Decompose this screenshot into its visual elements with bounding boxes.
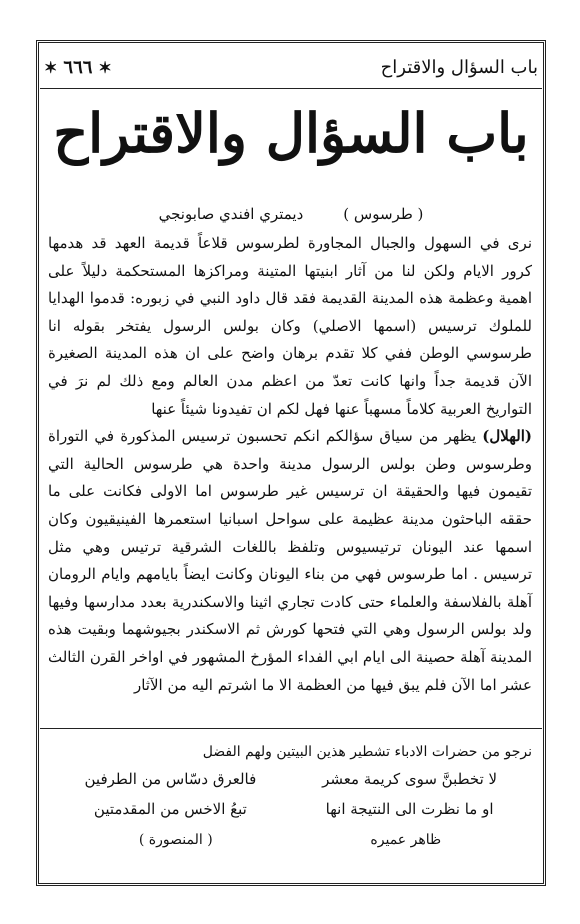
- answer-text: يظهر من سياق سؤالكم انكم تحسبون ترسيس المذكورة في التوراة وطرسوس وطن بولس الرسول مدينة واحدة هي طرسوس الحالية التي تقيمون فيها والحقيقة ان ترسيس غير طرسوس اما الاولى فكانت على ما حققه الباحثون مدينة عظيمة على سواحل اسبانيا استعمرها الفينيقيون وكان اسمها عند اليونان ترتيسيوس وتلفظ باللغات الشرقية ترتيس وهي مثل ترسيس . اما طرسوس فهي من بناء اليونان وكانت ايضاً بايامهم وايام الرومان آهلة بالفلاسفة والعلماء حتى كادت تجاري اثينا والاسكندرية بعدد مدارسها وفيها ولد بولس الرسول وهي التي فتحها كورش ثم الاسكندر بجيوشهما وبقيت هذه المدينة آهلة حصينة الى ايام ابي الفداء المؤرخ المشهور في اواخر القرن الثالث عشر اما الآن فلم يبق فيها من العظمة الا ما اشرتم اليه من الآثار: [48, 427, 532, 694]
- signature-row: [60, 832, 520, 848]
- verse-1-second-hemistich: فالعرق دسّاس من الطرفين: [84, 770, 257, 788]
- ornament-icon: ✶: [98, 57, 112, 77]
- section-divider: [40, 728, 542, 729]
- verse-1: [60, 770, 520, 788]
- question-paragraph: نرى في السهول والجبال المجاورة لطرسوس قلاعاً قديمة العهد قد هدمها كرور الايام ولكن لنا من آثار ابنيتها المتينة ومراكزها المستحكمة دليلاً على اهمية وعظمة هذه المدينة القديمة فقد قال داود النبي في زبوره: قدموا الهدايا للملوك ترسيس (اسمها الاصلي) وكان بولس الرسول يفتخر بقوله انا طرسوسي الوطن ففي كلا تقدم برهان واضح على ان هذه المدينة الصغيرة الآن قديمة جداً وانها كانت تعدّ من اعظم مدن العالم ومع ذلك لم نرَ في التواريخ العربية كلاماً مسهباً عنها فهل لكم ان تفيدونا شيئاً عنها: [48, 234, 532, 418]
- header-divider: [40, 88, 542, 89]
- byline: [44, 205, 538, 223]
- byline-place: ( طرسوس ): [343, 205, 424, 223]
- verse-2-second-hemistich: تبعُ الاخس من المقدمتين: [93, 800, 247, 818]
- signature-place: ( المنصورة ): [138, 832, 213, 848]
- page-number: ٦٦٦: [63, 56, 93, 78]
- article-body: [48, 230, 532, 699]
- byline-author: ديمتري افندي صابونجي: [158, 205, 304, 223]
- answer-paragraph: [48, 423, 532, 699]
- ornament-icon: ✶: [44, 57, 58, 77]
- verse-2-first-hemistich: او ما نظرت الى النتيجة انها: [325, 800, 494, 818]
- poem-intro: نرجو من حضرات الادباء تشطير هذين البيتين ولهم الفضل: [202, 744, 532, 760]
- verse-1-first-hemistich: لا تخطبنَّ سوى كريمة معشر: [322, 770, 498, 788]
- answer-label: (الهلال): [482, 427, 532, 446]
- page-number-block: [44, 57, 112, 78]
- section-title: باب السؤال والاقتراح: [53, 101, 529, 165]
- running-header: [44, 50, 538, 84]
- running-title: باب السؤال والاقتراح: [380, 56, 538, 78]
- signature-name: ظاهر عميره: [370, 832, 442, 848]
- verse-2: [60, 800, 520, 818]
